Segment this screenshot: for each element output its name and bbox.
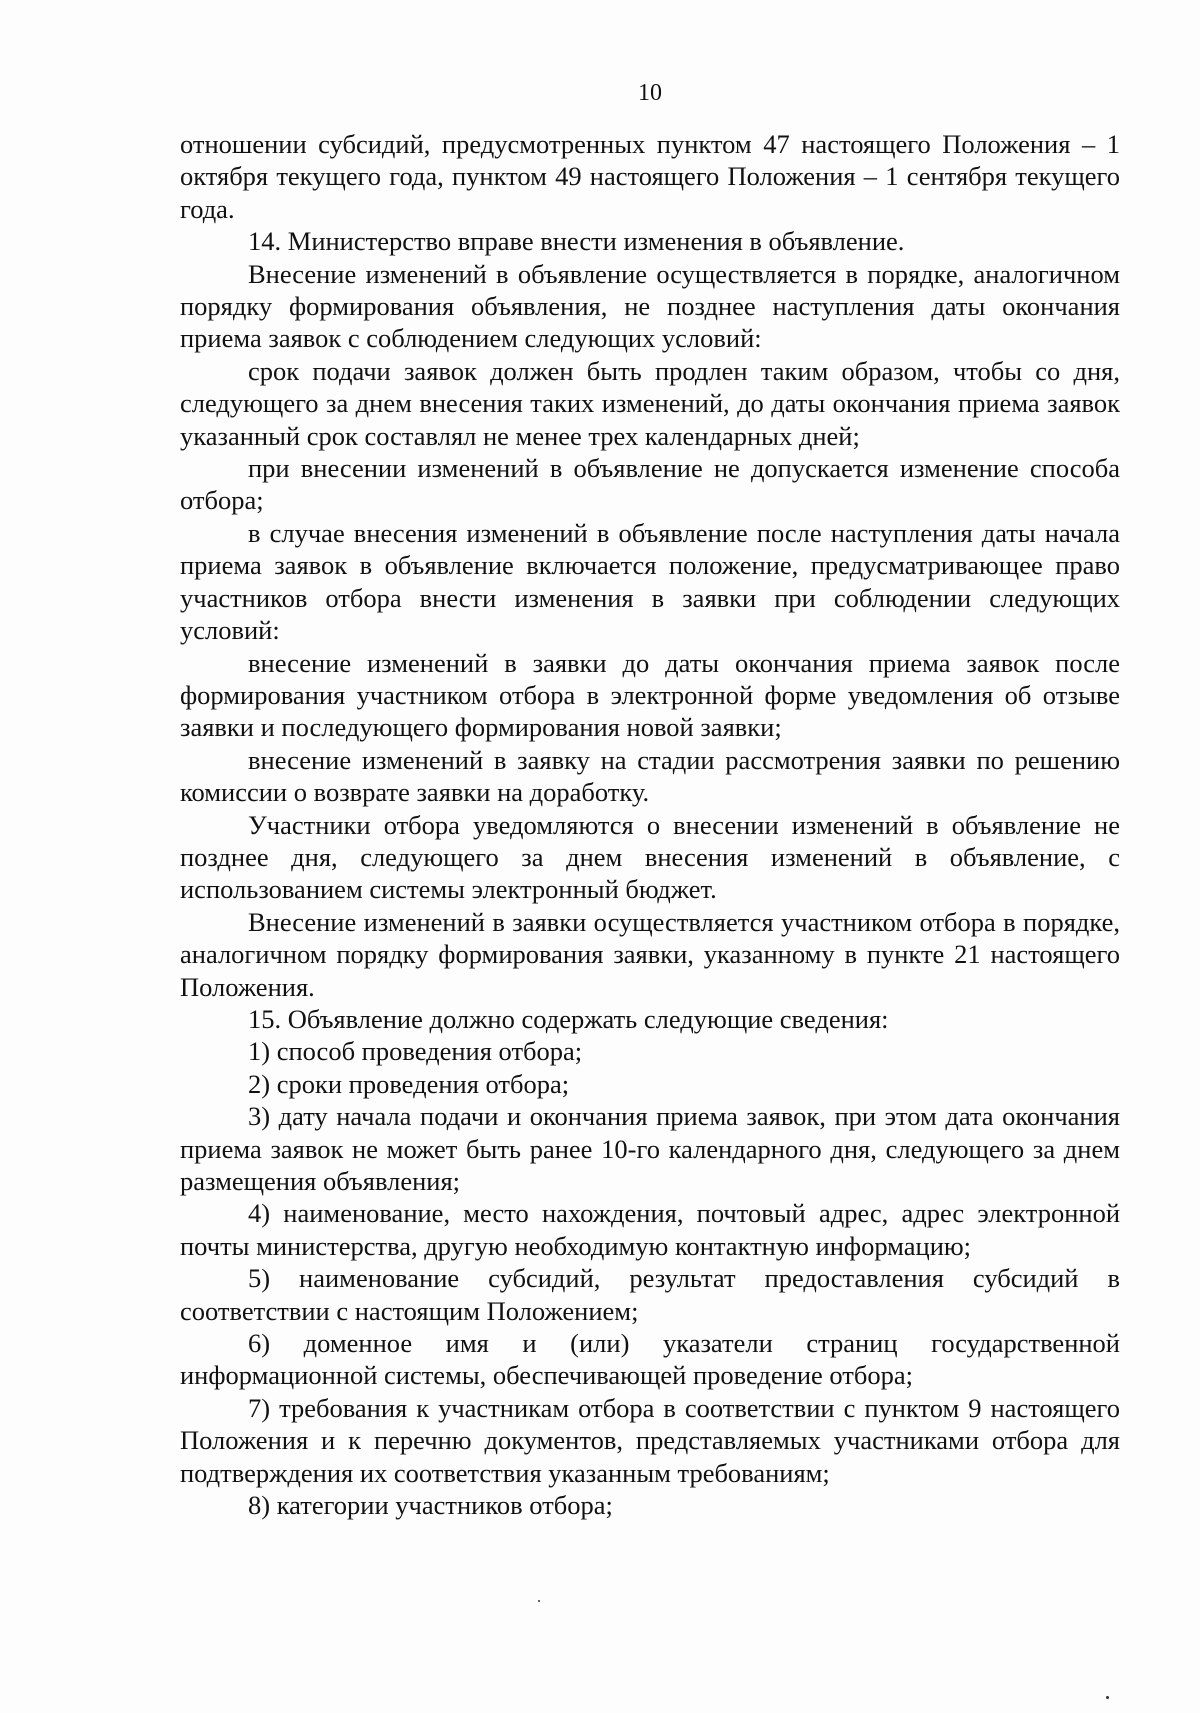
list-item: 7) требования к участникам отбора в соответствии с пунктом 9 настоящего Положения и к перечню документов, представляемых участниками отбора для подтверждения их соответствия указанным требованиям;: [180, 1392, 1120, 1488]
list-item: 8) категории участников отбора;: [248, 1490, 613, 1521]
list-item: 1) способ проведения отбора;: [248, 1036, 583, 1067]
paragraph-item-15: 15. Объявление должно содержать следующие сведения:: [248, 1003, 889, 1034]
list-item: 6) доменное имя и (или) указатели страниц государственной информационной системы, обеспечивающей проведение отбора;: [180, 1328, 1120, 1391]
list-item: 5) наименование субсидий, результат предоставления субсидий в соответствии с настоящим Положением;: [180, 1263, 1120, 1326]
page-number: 10: [638, 80, 662, 106]
paragraph: внесение изменений в заявки до даты окончания приема заявок после формирования участником отбора в электронной форме уведомления об отзыве заявки и последующего формирования новой заявки;: [180, 647, 1120, 743]
paragraph: срок подачи заявок должен быть продлен таким образом, чтобы со дня, следующего за днем внесения таких изменений, до даты окончания приема заявок указанный срок составлял не менее трех календарных дней;: [180, 355, 1120, 451]
paragraph-item-14: 14. Министерство вправе внести изменения в объявление.: [248, 226, 905, 257]
document-body: [180, 128, 1120, 1521]
paragraph: Участники отбора уведомляются о внесении изменений в объявление не позднее дня, следующего за днем внесения изменений в объявление, с использованием системы электронный бюджет.: [180, 809, 1120, 905]
paragraph: Внесение изменений в объявление осуществляется в порядке, аналогичном порядку формирования объявления, не позднее наступления даты окончания приема заявок с соблюдением следующих условий:: [180, 258, 1120, 354]
paragraph: Внесение изменений в заявки осуществляется участником отбора в порядке, аналогичном порядку формирования заявки, указанному в пункте 21 настоящего Положения.: [180, 906, 1120, 1002]
paragraph: при внесении изменений в объявление не допускается изменение способа отбора;: [180, 453, 1120, 516]
list-item: 4) наименование, место нахождения, почтовый адрес, адрес электронной почты министерства, другую необходимую контактную информацию;: [180, 1198, 1120, 1261]
scan-speck: [538, 1600, 540, 1602]
scan-speck: [1106, 1696, 1109, 1699]
list-item: 2) сроки проведения отбора;: [248, 1068, 570, 1099]
paragraph: в случае внесения изменений в объявление после наступления даты начала приема заявок в объявление включается положение, предусматривающее право участников отбора внести изменения в заявки при соблюдении следующих условий:: [180, 517, 1120, 646]
paragraph: внесение изменений в заявку на стадии рассмотрения заявки по решению комиссии о возврате заявки на доработку.: [180, 744, 1120, 808]
list-item: 3) дату начала подачи и окончания приема заявок, при этом дата окончания приема заявок не может быть ранее 10-го календарного дня, следующего за днем размещения объявления;: [180, 1101, 1120, 1196]
paragraph-continuation: отношении субсидий, предусмотренных пунктом 47 настоящего Положения – 1 октября текущего года, пунктом 49 настоящего Положения – 1 сентября текущего года.: [180, 129, 1120, 224]
